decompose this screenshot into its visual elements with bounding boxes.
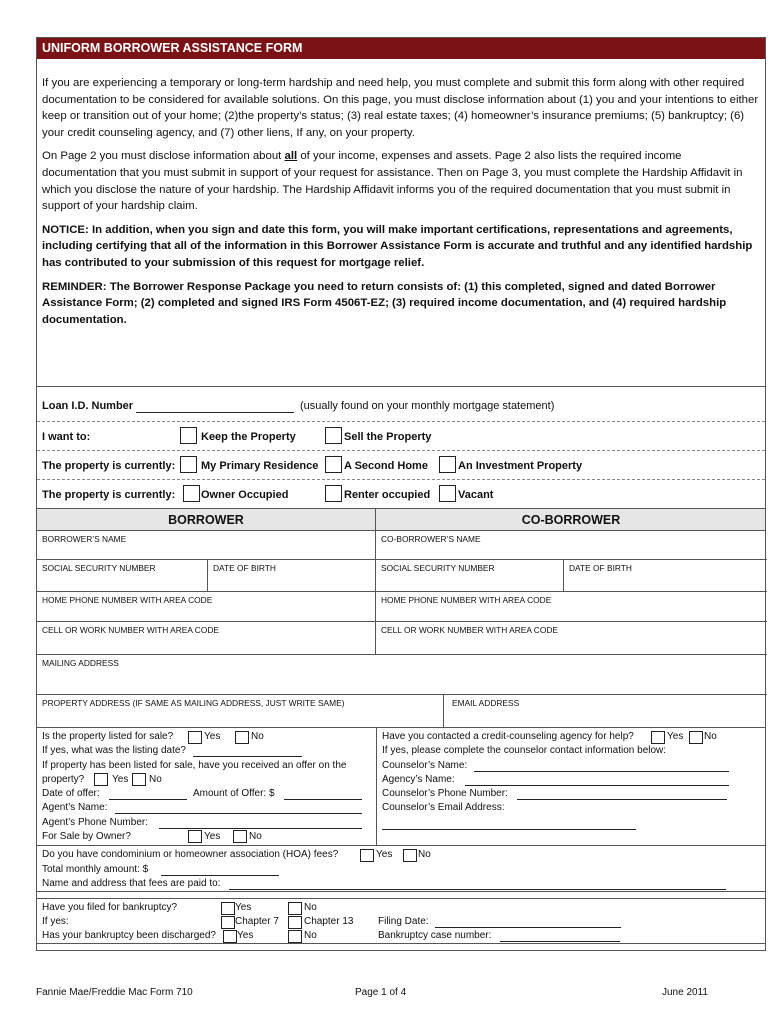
fsbo-no-checkbox[interactable] xyxy=(233,830,247,843)
footer-date: June 2011 xyxy=(662,987,708,998)
offer-no-checkbox[interactable] xyxy=(132,773,146,786)
renter-occupied-checkbox[interactable] xyxy=(325,485,342,502)
borrower-dob-field[interactable] xyxy=(208,560,376,592)
borrower-name-field[interactable] xyxy=(37,531,376,560)
coborrower-name-field[interactable] xyxy=(376,531,767,560)
listed-yes-label: Yes xyxy=(204,731,221,742)
chapter13-checkbox[interactable] xyxy=(288,916,302,929)
coborrower-cell-phone-label: CELL OR WORK NUMBER WITH AREA CODE xyxy=(381,625,558,635)
offer-question-line2: property? xyxy=(42,774,85,785)
listed-no-checkbox[interactable] xyxy=(235,731,249,744)
sell-property-checkbox[interactable] xyxy=(325,427,342,444)
fsbo-label: For Sale by Owner? xyxy=(42,831,131,842)
vacant-label: Vacant xyxy=(458,489,494,501)
listed-for-sale-question: Is the property listed for sale? xyxy=(42,731,174,742)
mailing-address-field[interactable] xyxy=(37,655,767,695)
borrower-dob-label: DATE OF BIRTH xyxy=(213,563,276,573)
agency-name-label: Agency’s Name: xyxy=(382,774,455,785)
listing-date-input[interactable] xyxy=(193,744,302,757)
counselor-name-input[interactable] xyxy=(474,759,729,772)
counseling-no-label: No xyxy=(704,731,717,742)
email-address-label: EMAIL ADDRESS xyxy=(452,698,520,708)
second-home-label: A Second Home xyxy=(344,460,428,472)
coborrower-home-phone-field[interactable] xyxy=(376,592,767,622)
fsbo-no-label: No xyxy=(249,831,262,842)
case-number-input[interactable] xyxy=(500,929,620,942)
discharged-question: Has your bankruptcy been discharged? xyxy=(42,930,216,941)
sale-divider xyxy=(376,728,377,845)
discharged-yes-checkbox[interactable] xyxy=(223,930,237,943)
counselor-email-label: Counselor’s Email Address: xyxy=(382,802,505,813)
counselor-name-label: Counselor’s Name: xyxy=(382,760,468,771)
footer-page-number: Page 1 of 4 xyxy=(355,987,407,998)
bankruptcy-block xyxy=(37,898,765,944)
bankruptcy-no-checkbox[interactable] xyxy=(288,902,302,915)
hoa-total-label: Total monthly amount: $ xyxy=(42,864,149,875)
offer-question-line1: If property has been listed for sale, have you received an offer on the xyxy=(42,760,347,771)
date-of-offer-input[interactable] xyxy=(109,787,187,800)
keep-property-label: Keep the Property xyxy=(201,431,296,443)
primary-residence-label: My Primary Residence xyxy=(201,460,319,472)
chapter7-checkbox[interactable] xyxy=(221,916,235,929)
coborrower-ssn-label: SOCIAL SECURITY NUMBER xyxy=(381,563,495,573)
borrower-home-phone-field[interactable] xyxy=(37,592,376,622)
email-address-field[interactable] xyxy=(444,695,767,728)
intent-row xyxy=(37,422,765,451)
case-number-label: Bankruptcy case number: xyxy=(378,930,492,941)
counseling-yes-checkbox[interactable] xyxy=(651,731,665,744)
notice-label: NOTICE xyxy=(42,223,86,236)
counselor-phone-input[interactable] xyxy=(517,787,727,800)
listed-no-label: No xyxy=(251,731,264,742)
footer-form-name: Fannie Mae/Freddie Mac Form 710 xyxy=(36,987,193,998)
intro-p2-emphasis: all xyxy=(284,150,298,163)
property-address-label: PROPERTY ADDRESS (IF SAME AS MAILING ADDRESS, JUST WRITE SAME) xyxy=(42,698,345,708)
loan-id-input[interactable] xyxy=(136,399,294,413)
chapter7-label: Chapter 7 xyxy=(235,916,279,927)
amount-of-offer-input[interactable] xyxy=(284,787,362,800)
bankruptcy-yes-label: Yes xyxy=(235,902,252,913)
intro-paragraph-2 xyxy=(42,148,759,214)
hoa-yes-checkbox[interactable] xyxy=(360,849,374,862)
coborrower-ssn-field[interactable] xyxy=(376,560,564,592)
hoa-total-input[interactable] xyxy=(161,863,279,876)
property-address-row xyxy=(37,695,765,728)
offer-yes-label: Yes xyxy=(112,774,129,785)
counselor-email-input[interactable] xyxy=(382,818,636,830)
keep-property-checkbox[interactable] xyxy=(180,427,197,444)
hoa-no-label: No xyxy=(418,849,431,860)
borrower-ssn-label: SOCIAL SECURITY NUMBER xyxy=(42,563,156,573)
agency-name-input[interactable] xyxy=(465,773,729,786)
notice-text: : In addition, when you sign and date this form, you will make important certifications, representations and agreements, including certifying that all of the information in this Borrower Assistance Form is accurate and truthful and any identified hardship has contributed to your submission of this request for mortgage relief. xyxy=(42,223,753,269)
agent-phone-label: Agent’s Phone Number: xyxy=(42,817,148,828)
property-use-label: The property is currently: xyxy=(42,460,176,472)
property-address-field[interactable] xyxy=(37,695,444,728)
mailing-address-label: MAILING ADDRESS xyxy=(42,658,119,668)
primary-residence-checkbox[interactable] xyxy=(180,456,197,473)
filing-date-label: Filing Date: xyxy=(378,916,429,927)
coborrower-cell-phone-field[interactable] xyxy=(376,622,767,655)
form-page xyxy=(36,37,766,951)
bankruptcy-no-label: No xyxy=(304,902,317,913)
hoa-yes-label: Yes xyxy=(376,849,393,860)
intro-p2-start: On Page 2 you must disclose information about xyxy=(42,150,285,163)
borrower-heading-row xyxy=(37,509,765,531)
borrower-ssn-field[interactable] xyxy=(37,560,208,592)
occupancy-label: The property is currently: xyxy=(42,489,176,501)
loan-id-label: Loan I.D. Number xyxy=(42,400,134,412)
occupancy-row xyxy=(37,480,765,509)
date-of-offer-label: Date of offer: xyxy=(42,788,100,799)
borrower-heading: BORROWER xyxy=(168,513,244,527)
intro-section xyxy=(37,59,765,387)
bankruptcy-yes-checkbox[interactable] xyxy=(221,902,235,915)
reminder-paragraph: REMINDER: The Borrower Response Package you need to return consists of: (1) this completed, signed and dated Borrower Assistance Form; (2) completed and signed IRS Form 4506T-EZ; (3) required income documentation, and (4) required hardship documentation. xyxy=(42,280,727,326)
borrower-name-label: BORROWER’S NAME xyxy=(42,534,127,544)
loan-id-note: (usually found on your monthly mortgage statement) xyxy=(300,400,555,412)
discharged-no-checkbox[interactable] xyxy=(288,930,302,943)
heading-divider xyxy=(375,509,376,531)
bankruptcy-if-yes-label: If yes: xyxy=(42,916,69,927)
owner-occupied-label: Owner Occupied xyxy=(201,489,289,501)
agent-name-label: Agent’s Name: xyxy=(42,802,108,813)
hoa-payee-input[interactable] xyxy=(229,877,726,890)
owner-occupied-checkbox[interactable] xyxy=(183,485,200,502)
counselor-phone-label: Counselor’s Phone Number: xyxy=(382,788,508,799)
counseling-question: Have you contacted a credit-counseling agency for help? xyxy=(382,731,634,742)
counseling-yes-label: Yes xyxy=(667,731,684,742)
discharged-no-label: No xyxy=(304,930,317,941)
offer-yes-checkbox[interactable] xyxy=(94,773,108,786)
coborrower-home-phone-label: HOME PHONE NUMBER WITH AREA CODE xyxy=(381,595,552,605)
fsbo-yes-checkbox[interactable] xyxy=(188,830,202,843)
fsbo-yes-label: Yes xyxy=(204,831,221,842)
vacant-checkbox[interactable] xyxy=(439,485,456,502)
loan-id-row xyxy=(37,387,765,422)
investment-property-label: An Investment Property xyxy=(458,460,583,472)
borrower-cell-phone-field[interactable] xyxy=(37,622,376,655)
borrower-home-phone-label: HOME PHONE NUMBER WITH AREA CODE xyxy=(42,595,213,605)
counseling-no-checkbox[interactable] xyxy=(689,731,703,744)
renter-occupied-label: Renter occupied xyxy=(344,489,431,501)
discharged-yes-label: Yes xyxy=(237,930,254,941)
filing-date-input[interactable] xyxy=(435,915,621,928)
sale-counseling-block xyxy=(37,728,765,845)
counseling-instructions: If yes, please complete the counselor contact information below: xyxy=(382,745,667,756)
coborrower-heading: CO-BORROWER xyxy=(521,513,621,527)
property-use-row xyxy=(37,451,765,480)
hoa-question: Do you have condominium or homeowner association (HOA) fees? xyxy=(42,849,339,860)
investment-property-checkbox[interactable] xyxy=(439,456,456,473)
coborrower-dob-field[interactable] xyxy=(564,560,767,592)
coborrower-name-label: CO-BORROWER’S NAME xyxy=(381,534,481,544)
borrower-fields-grid xyxy=(37,531,765,702)
offer-no-label: No xyxy=(149,774,162,785)
hoa-payee-label: Name and address that fees are paid to: xyxy=(42,878,221,889)
agent-phone-input[interactable] xyxy=(159,816,362,829)
chapter13-label: Chapter 13 xyxy=(304,916,354,927)
intro-paragraph-1: If you are experiencing a temporary or long-term hardship and need help, you must complete and submit this form along with other required documentation to be considered for available solutions. On this page, you must disclose information about (1) you and your intentions to either keep or transition out of your home; (2)the property’s status; (3) real estate taxes; (4) homeowner’s insurance premiums; (5) bankruptcy; (6) your credit counseling agency, and (7) other liens, If any, on your property. xyxy=(42,77,759,139)
coborrower-dob-label: DATE OF BIRTH xyxy=(569,563,632,573)
listing-date-label: If yes, what was the listing date? xyxy=(42,745,186,756)
form-title: UNIFORM BORROWER ASSISTANCE FORM xyxy=(37,38,765,59)
bankruptcy-question: Have you filed for bankruptcy? xyxy=(42,902,178,913)
second-home-checkbox[interactable] xyxy=(325,456,342,473)
intro-p2-end: of your income, expenses and assets. Page 2 also lists the required income documentation that you must submit in support of your request for assistance. Then on Page 3, you must complete the Hardship Affidavit in which you disclose the nature of your hardship. The Hardship Affidavit informs you of the required documentation that you must submit in support of your hardship claim. xyxy=(42,150,743,213)
notice-paragraph xyxy=(42,222,759,272)
sell-property-label: Sell the Property xyxy=(344,431,432,443)
listed-yes-checkbox[interactable] xyxy=(188,731,202,744)
borrower-cell-phone-label: CELL OR WORK NUMBER WITH AREA CODE xyxy=(42,625,219,635)
hoa-no-checkbox[interactable] xyxy=(403,849,417,862)
intent-label: I want to: xyxy=(42,431,91,443)
hoa-block xyxy=(37,845,765,892)
amount-of-offer-label: Amount of Offer: $ xyxy=(193,788,275,799)
agent-name-input[interactable] xyxy=(115,801,362,814)
